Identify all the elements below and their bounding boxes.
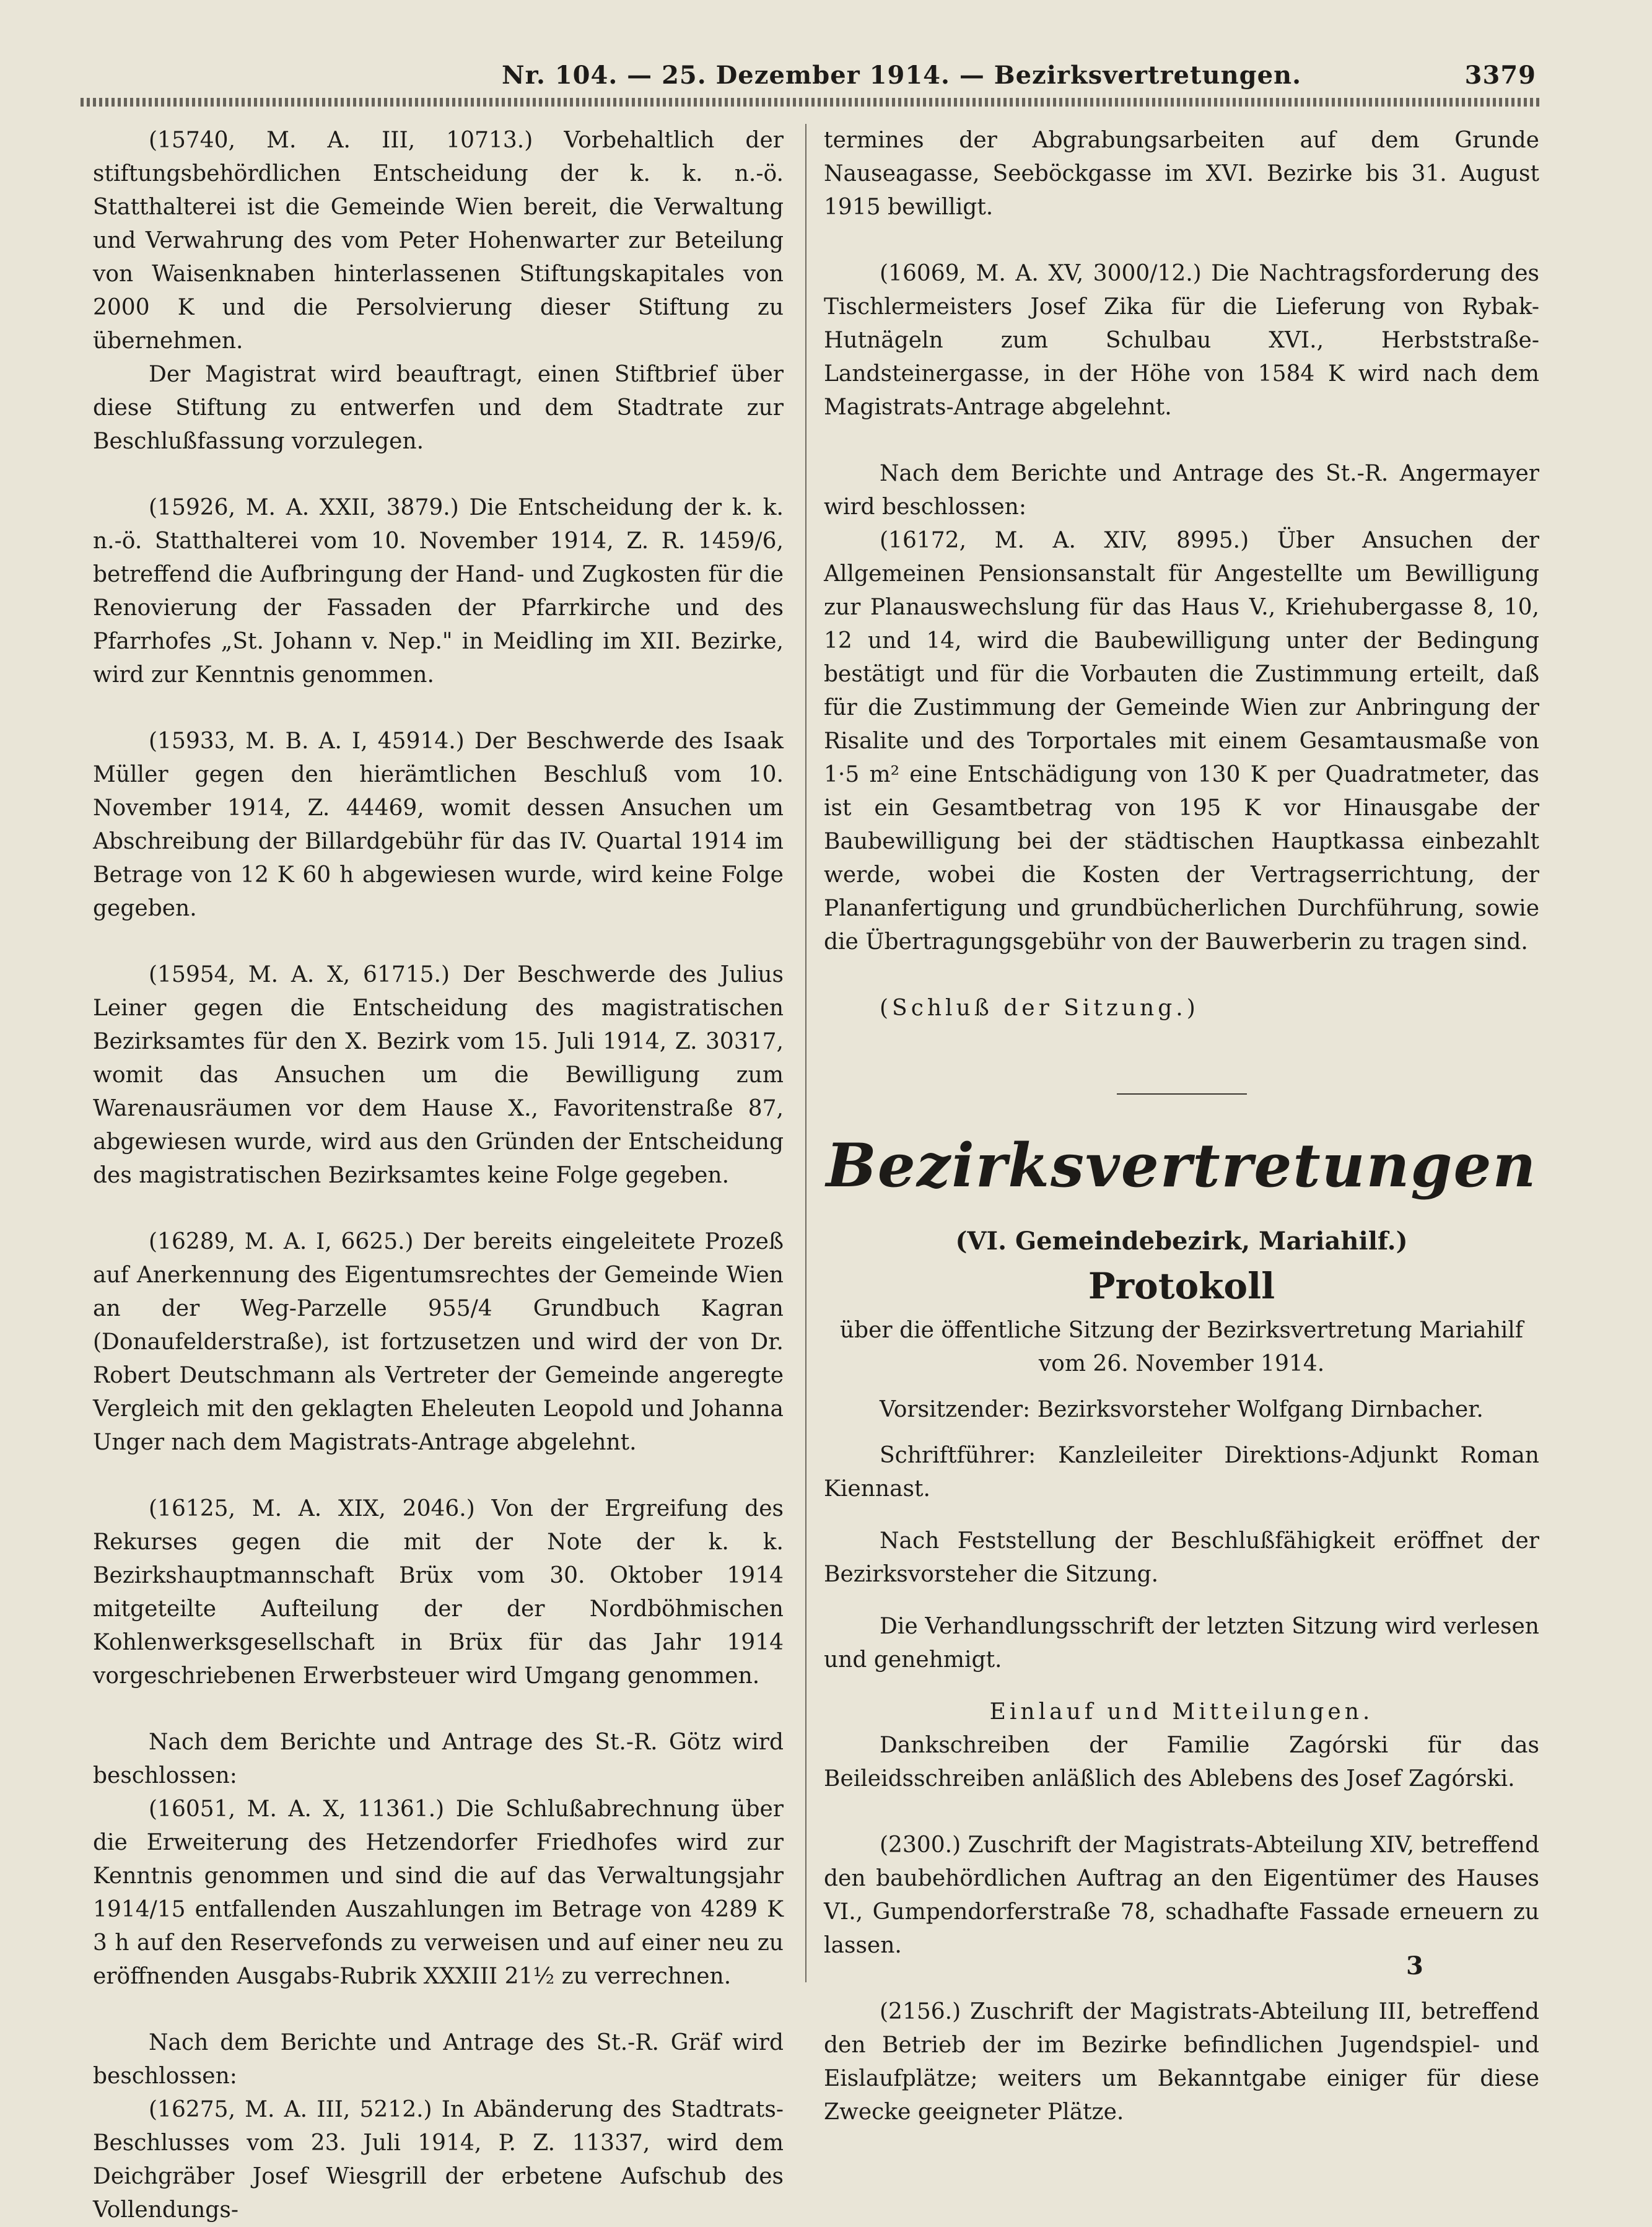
paragraph-continuation: termines der Abgrabungsarbeiten auf dem Grunde Nauseagasse, Seeböckgasse im XVI. Bezirke bis 31. August 1915 bewilligt. — [824, 128, 1539, 220]
paragraph-2300: (2300.) Zuschrift der Magistrats-Abteilung XIV, betreffend den baubehördlichen Auftrag an den Eigentümer des Hauses VI., Gumpendorferstraße 78, schadhafte Fassade erneuern zu lassen. — [824, 1832, 1539, 1958]
section-title: Bezirksvertretungen — [826, 1131, 1537, 1201]
subheading-einlauf: Einlauf und Mitteilungen. — [989, 1699, 1374, 1725]
protokoll-heading: Protokoll — [1088, 1265, 1275, 1307]
district-heading: (VI. Gemeindebezirk, Mariahilf.) — [955, 1227, 1408, 1256]
paragraph-15933: (15933, M. B. A. I, 45914.) Der Beschwerde des Isaak Müller gegen den hierämtlichen Beschluß vom 10. November 1914, Z. 44469, womit dessen Ansuchen um Abschreibung der Billardgebühr für das IV. Quartal 1914 im Betrage von 12 K 60 h abgewiesen wurde, wird keine Folge gegeben. — [93, 728, 784, 921]
paragraph-16125: (16125, M. A. XIX, 2046.) Von der Ergreifung des Rekurses gegen die mit der Note der k. k. Bezirkshauptmannschaft Brüx vom 30. Oktober 1914 mitgeteilte Aufteilung der der Nordböhmischen Kohlenwerksgesellschaft in Brüx für das Jahr 1914 vorgeschriebenen Erwerbsteuer wird Umgang genommen. — [93, 1496, 784, 1689]
column-divider — [805, 124, 806, 1982]
paragraph-stiftbrief: Der Magistrat wird beauftragt, einen Stiftbrief über diese Stiftung zu entwerfen und dem Stadtrate zur Beschlußfassung vorzulegen. — [93, 362, 784, 454]
intro-goetz: Nach dem Berichte und Antrage des St.-R. Götz wird beschlossen: — [93, 1730, 784, 1788]
paragraph-16069: (16069, M. A. XV, 3000/12.) Die Nachtragsforderung des Tischlermeisters Josef Zika für die Lieferung von Rybak-Hutnägeln zum Schulbau XVI., Herbststraße-Landsteinergasse, in der Höhe von 1584 K wird nach dem Magistrats-Antrage abgelehnt. — [824, 261, 1539, 420]
minutes-line: Die Verhandlungsschrift der letzten Sitzung wird verlesen und genehmigt. — [824, 1614, 1539, 1673]
paragraph-16051: (16051, M. A. X, 11361.) Die Schlußabrechnung über die Erweiterung des Hetzendorfer Friedhofes wird zur Kenntnis genommen und sind die auf das Verwaltungsjahr 1914/15 entfallenden Auszahlungen im Betrage von 4289 K 3 h auf den Reservefonds zu verweisen und auf einer neu zu eröffnenden Ausgabs-Rubrik XXXIII 21½ zu verrechnen. — [93, 1796, 784, 1989]
left-column — [93, 124, 784, 2227]
chair-line: Vorsitzender: Bezirksvorsteher Wolfgang Dirnbacher. — [880, 1397, 1484, 1422]
secretary-line: Schriftführer: Kanzleileiter Direktions-Adjunkt Roman Kiennast. — [824, 1443, 1539, 1502]
paragraph-15926: (15926, M. A. XXII, 3879.) Die Entscheidung der k. k. n.-ö. Statthalterei vom 10. November 1914, Z. R. 1459/6, betreffend die Aufbringung der Hand- und Zugkosten für die Renovierung der Fassaden der Pfarrkirche und des Pfarrhofes „St. Johann v. Nep." in Meidling im XII. Bezirke, wird zur Kenntnis genommen. — [93, 495, 784, 688]
opening-line: Nach Feststellung der Beschlußfähigkeit eröffnet der Bezirksvorsteher die Sitzung. — [824, 1528, 1539, 1587]
paragraph-15740: (15740, M. A. III, 10713.) Vorbehaltlich der stiftungsbehördlichen Entscheidung der k. k. n.-ö. Statthalterei ist die Gemeinde Wien bereit, die Verwaltung und Verwahrung des vom Peter Hohenwarter zur Beteilung von Waisenknaben hinterlassenen Stiftungskapitales von 2000 K und die Persolvierung dieser Stiftung zu übernehmen. — [93, 128, 784, 354]
page-number: 3379 — [1464, 61, 1536, 90]
paragraph-2156: (2156.) Zuschrift der Magistrats-Abteilung III, betreffend den Betrieb der im Bezirke befindlichen Jugendspiel- und Eislaufplätze; weiters um Bekanntgabe einiger für diese Zwecke geeigneter Plätze. — [824, 1999, 1539, 2125]
paragraph-16289: (16289, M. A. I, 6625.) Der bereits eingeleitete Prozeß auf Anerkennung des Eigentumsrechtes der Gemeinde Wien an der Weg-Parzelle 955/4 Grundbuch Kagran (Donaufelderstraße), ist fortzusetzen und wird der von Dr. Robert Deutschmann als Vertreter der Gemeinde angeregte Vergleich mit den geklagten Eheleuten Leopold und Johanna Unger nach dem Magistrats-Antrage abgelehnt. — [93, 1229, 784, 1455]
right-column — [824, 124, 1539, 2162]
session-line: über die öffentliche Sitzung der Bezirksvertretung Mariahilf vom 26. November 1914. — [839, 1318, 1524, 1376]
session-closing: (Schluß der Sitzung.) — [880, 995, 1199, 1021]
paragraph-15954: (15954, M. A. X, 61715.) Der Beschwerde des Julius Leiner gegen die Entscheidung des magistratischen Bezirksamtes für den X. Bezirk vom 15. Juli 1914, Z. 30317, womit das Ansuchen um die Bewilligung zum Warenausräumen vor dem Hause X., Favoritenstraße 87, abgewiesen wurde, wird aus den Gründen der Entscheidung des magistratischen Bezirksamtes keine Folge gegeben. — [93, 962, 784, 1188]
paragraph-thanks: Dankschreiben der Familie Zagórski für das Beileidsschreiben anläßlich des Ablebens des Josef Zagórski. — [824, 1733, 1539, 1792]
header-title: Nr. 104. — 25. Dezember 1914. — Bezirksvertretungen. — [502, 61, 1302, 90]
section-separator — [1117, 1093, 1247, 1095]
sheet-number: 3 — [1406, 1951, 1423, 1980]
intro-angermayer: Nach dem Berichte und Antrage des St.-R. Angermayer wird beschlossen: — [824, 461, 1539, 520]
header-rule — [81, 98, 1539, 107]
intro-graef: Nach dem Berichte und Antrage des St.-R. Gräf wird beschlossen: — [93, 2030, 784, 2089]
paragraph-16172: (16172, M. A. XIV, 8995.) Über Ansuchen der Allgemeinen Pensionsanstalt für Angestellte um Bewilligung zur Planauswechslung für das Haus V., Kriehubergasse 8, 10, 12 und 14, wird die Baubewilligung unter der Bedingung bestätigt und für die Vorbauten die Zustimmung erteilt, daß für die Zustimmung der Gemeinde Wien zur Anbringung der Risalite und des Torportales mit einem Gesamtausmaße von 1·5 m² eine Entschädigung von 130 K per Quadratmeter, das ist ein Gesamtbetrag von 195 K vor Hinausgabe der Baubewilligung bei der städtischen Hauptkassa einbezahlt werde, wobei die Kosten der Vertragserrichtung, der Plananfertigung und grundbücherlichen Durchführung, sowie die Übertragungsgebühr von der Bauwerberin zu tragen sind. — [824, 528, 1539, 955]
running-header — [81, 55, 1536, 98]
paragraph-16275: (16275, M. A. III, 5212.) In Abänderung des Stadtrats-Beschlusses vom 23. Juli 1914, P. Z. 11337, wird dem Deichgräber Josef Wiesgrill der erbetene Aufschub des Vollendungs- — [93, 2097, 784, 2223]
